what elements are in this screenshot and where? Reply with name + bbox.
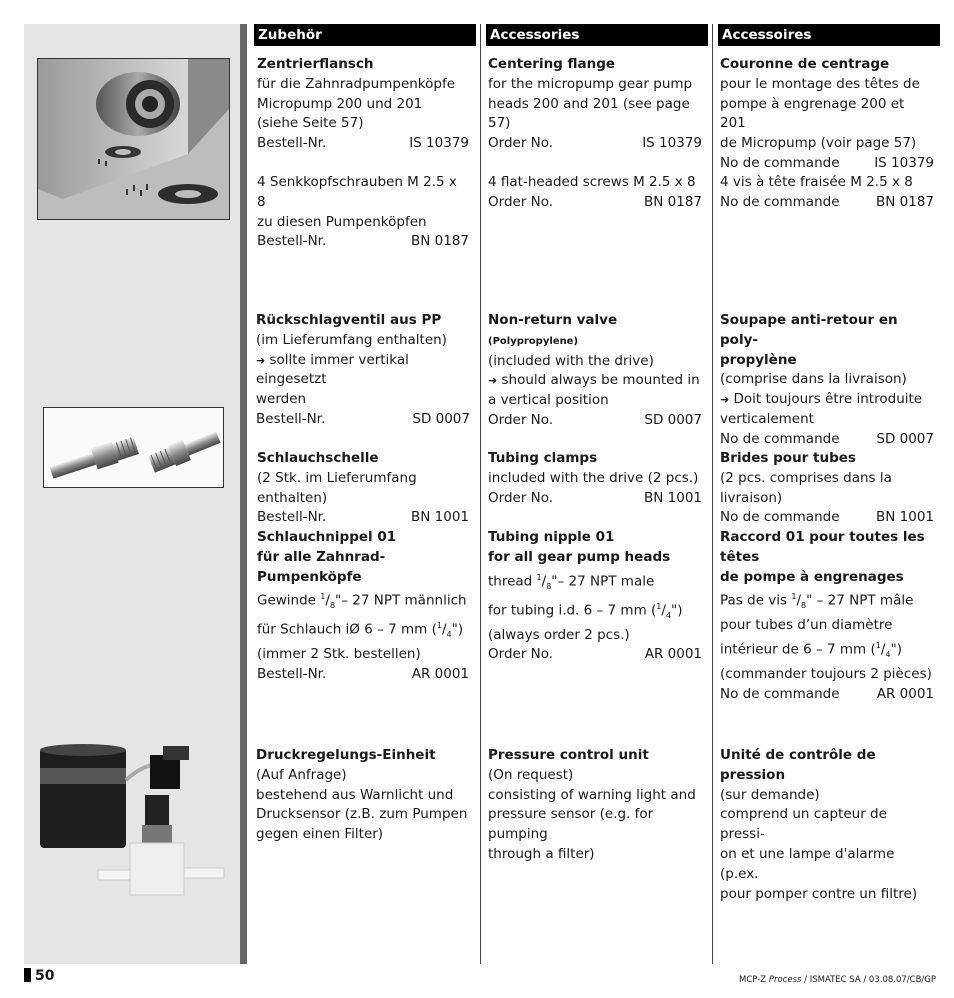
order-number: SD 0007 xyxy=(876,430,934,447)
entry-pressure-control xyxy=(720,746,934,904)
order-label: No de commande xyxy=(720,509,840,526)
entry-line: Drucksensor (z.B. zum Pumpen xyxy=(256,806,468,823)
entry-line: "– 27 NPT männlich xyxy=(335,592,467,609)
entry-tubing-nipple: Schlauchnippel 01 für alle Zahnrad-Pumpenköpfe Gewinde $^1/_8"-$ 27 NPT männlich für Schlauch iØ 6 – 7 mm $(^1/_4")$ (immer 2 Stk. bestellen) Bestell-Nr. AR 0001 xyxy=(257,528,469,685)
entry-title: Non-return valve xyxy=(488,312,618,328)
entry-line: Doit toujours être introduite xyxy=(733,391,923,408)
fraction: 1 xyxy=(791,592,797,602)
entry-tubing-clamps xyxy=(257,449,469,528)
page-number-text: 50 xyxy=(35,968,55,984)
order-number: IS 10379 xyxy=(874,154,934,171)
entry-line: through a filter) xyxy=(488,845,595,862)
entry-title: Schlauchnippel 01 xyxy=(257,529,397,545)
entry-title: Raccord 01 pour toutes les têtes xyxy=(720,529,925,565)
entry-line: (sur demande) xyxy=(720,786,820,803)
right-arrow-icon: ➜ xyxy=(720,393,730,407)
entry-line: pour tubes d’un diamètre xyxy=(720,617,893,634)
entry-line: (Auf Anfrage) xyxy=(256,766,347,783)
fraction: 1 xyxy=(875,641,881,651)
order-number: BN 1001 xyxy=(410,509,469,526)
german-column xyxy=(254,24,476,46)
order-label: Order No. xyxy=(488,411,554,428)
entry-line: Pas de vis xyxy=(720,592,792,609)
pressure-control-photo xyxy=(38,740,238,920)
order-label: Bestell-Nr. xyxy=(257,135,327,152)
entry-line: "– 27 NPT male xyxy=(551,573,655,590)
entry-subtitle: for all gear pump heads xyxy=(488,548,671,565)
entry-line: 4 vis à tête fraisée M 2.5 x 8 xyxy=(720,174,913,190)
entry-line: (always order 2 pcs.) xyxy=(488,626,630,643)
english-column xyxy=(486,24,708,46)
entry-line: gegen einen Filter) xyxy=(256,826,384,843)
footer-text: MCP-Z xyxy=(739,975,769,985)
entry-non-return-valve xyxy=(488,311,702,431)
entry-line: ") xyxy=(671,602,683,619)
column-heading: Accessoires xyxy=(718,24,940,46)
order-number: SD 0007 xyxy=(644,411,702,428)
order-number: BN 0187 xyxy=(875,193,934,210)
entry-line: (2 pcs. comprises dans la livraison) xyxy=(720,469,892,506)
order-number: SD 0007 xyxy=(412,410,470,427)
centering-flange-photo xyxy=(37,58,230,220)
entry-line: a vertical position xyxy=(488,392,609,409)
entry-title: Unité de contrôle de pression xyxy=(720,747,876,783)
entry-line: für Schlauch iØ 6 – 7 mm ( xyxy=(257,621,437,638)
order-label: No de commande xyxy=(720,685,840,702)
entry-line: consisting of warning light and xyxy=(488,786,696,803)
entry-title: Tubing nipple 01 xyxy=(488,529,615,545)
entry-line: for the micropump gear pump xyxy=(488,75,693,92)
entry-tubing-nipple: Tubing nipple 01 for all gear pump heads thread $^1/_8"-$ 27 NPT male for tubing i.d. 6 – 7 mm $(^1/_4")$ (always order 2 pcs.) Order No. AR 0001 xyxy=(488,528,702,665)
entry-subtitle: für alle Zahnrad-Pumpenköpfe xyxy=(257,548,386,585)
entry-tubing-clamps xyxy=(488,449,702,508)
entry-centering-flange xyxy=(257,55,469,154)
order-label: Bestell-Nr. xyxy=(257,666,327,683)
fraction: 1 xyxy=(320,592,326,602)
entry-line: für die Zahnradpumpenköpfe xyxy=(257,75,456,92)
entry-subtitle: propylène xyxy=(720,351,797,368)
order-label: Bestell-Nr. xyxy=(256,410,326,427)
entry-screws xyxy=(720,173,934,213)
order-label: No de commande xyxy=(720,430,840,447)
spine-bar xyxy=(240,24,247,964)
order-number: BN 0187 xyxy=(410,233,469,250)
order-label: Order No. xyxy=(488,193,554,210)
entry-tubing-clamps xyxy=(720,449,934,528)
order-number: AR 0001 xyxy=(876,685,934,702)
footer-text-italic: Process xyxy=(768,975,802,985)
entry-line: Micropump 200 und 201 xyxy=(257,95,423,112)
order-label: Bestell-Nr. xyxy=(257,509,327,526)
footer-text: / ISMATEC SA / 03.08.07/CB/GP xyxy=(801,975,936,985)
entry-line: pour pomper contre un filtre) xyxy=(720,885,918,902)
entry-line: (im Lieferumfang enthalten) xyxy=(256,331,447,348)
entry-title: Brides pour tubes xyxy=(720,450,856,466)
order-label: No de commande xyxy=(720,193,840,210)
fraction: 1 xyxy=(536,572,542,582)
entry-title: Couronne de centrage xyxy=(720,56,890,72)
entry-title: Soupape anti-retour en poly- xyxy=(720,312,898,348)
french-column xyxy=(718,24,940,46)
fraction: 8 xyxy=(329,601,336,611)
entry-title: Zentrierflansch xyxy=(257,56,374,72)
entry-line: included with the drive (2 pcs.) xyxy=(488,469,699,486)
entry-line: (commander toujours 2 pièces) xyxy=(720,666,932,683)
order-number: BN 1001 xyxy=(875,509,934,526)
fraction: 1 xyxy=(436,621,442,631)
entry-line: (comprise dans la livraison) xyxy=(720,371,907,388)
entry-line: sollte immer vertikal eingesetzt xyxy=(256,351,409,388)
entry-line: thread xyxy=(488,573,537,590)
fraction: 8 xyxy=(801,601,807,611)
order-number: AR 0001 xyxy=(644,646,702,663)
entry-line: " – 27 NPT mâle xyxy=(806,592,914,609)
entry-tubing-nipple: Raccord 01 pour toutes les têtes de pompe à engrenages Pas de vis $^1/_8$" – 27 NPT mâle pour tubes d’un diamètre intérieur de 6 – 7 mm $(^1/_4")$ (commander toujours 2 pièces) No de commande AR 0001 xyxy=(720,528,934,705)
entry-non-return-valve xyxy=(256,311,470,430)
order-label: Order No. xyxy=(488,489,554,506)
entry-title: Rückschlagventil aus PP xyxy=(256,312,442,328)
entry-line: on et une lampe d'alarme (p.ex. xyxy=(720,845,895,882)
fraction: 8 xyxy=(546,581,552,591)
entry-line: werden xyxy=(256,391,307,408)
fraction: 4 xyxy=(446,630,452,640)
footer-credit xyxy=(739,975,936,985)
entry-pressure-control xyxy=(488,746,702,865)
right-arrow-icon: ➜ xyxy=(256,353,266,367)
column-divider xyxy=(480,24,481,964)
entry-title-note: (Polypropylene) xyxy=(488,335,579,347)
entry-title: Centering flange xyxy=(488,56,616,72)
entry-line: ") xyxy=(890,641,902,658)
entry-line: (included with the drive) xyxy=(488,352,654,369)
order-label: Bestell-Nr. xyxy=(257,233,327,250)
column-heading: Zubehör xyxy=(254,24,476,46)
page-number xyxy=(24,968,54,984)
fraction: 4 xyxy=(885,650,891,660)
entry-line: 4 Senkkopfschrauben M 2.5 x 8 xyxy=(257,174,457,210)
order-number: IS 10379 xyxy=(409,135,469,152)
order-number: BN 0187 xyxy=(643,193,702,210)
entry-title: Druckregelungs-Einheit xyxy=(256,747,436,763)
entry-line: (siehe Seite 57) xyxy=(257,115,364,132)
entry-line: Gewinde xyxy=(257,592,321,609)
entry-line: (On request) xyxy=(488,766,574,783)
entry-line: pompe à engrenage 200 et 201 xyxy=(720,95,905,132)
order-label: Order No. xyxy=(488,646,554,663)
entry-line: (2 Stk. im Lieferumfang enthalten) xyxy=(257,469,417,506)
column-divider xyxy=(712,24,713,964)
entry-centering-flange xyxy=(488,55,702,154)
entry-line: heads 200 and 201 (see page 57) xyxy=(488,95,690,132)
entry-line: (immer 2 Stk. bestellen) xyxy=(257,646,421,663)
order-number: AR 0001 xyxy=(411,666,469,683)
entry-title: Tubing clamps xyxy=(488,450,598,466)
entry-line: bestehend aus Warnlicht und xyxy=(256,786,454,803)
entry-title: Schlauchschelle xyxy=(257,450,379,466)
order-label: Order No. xyxy=(488,135,554,152)
entry-line: for tubing i.d. 6 – 7 mm ( xyxy=(488,602,657,619)
entry-screws xyxy=(257,173,469,252)
tubing-nipple-photo xyxy=(43,407,224,488)
entry-line: intérieur de 6 – 7 mm ( xyxy=(720,641,876,658)
entry-pressure-control xyxy=(256,746,470,845)
entry-line: verticalement xyxy=(720,410,814,427)
entry-line: ") xyxy=(451,621,464,638)
entry-screws xyxy=(488,173,702,213)
page-marker xyxy=(24,968,31,982)
entry-line: pour le montage des têtes de xyxy=(720,75,920,92)
entry-subtitle: de pompe à engrenages xyxy=(720,568,904,585)
entry-line: 4 flat-headed screws M 2.5 x 8 xyxy=(488,174,696,190)
entry-centering-flange xyxy=(720,55,934,174)
entry-title: Pressure control unit xyxy=(488,747,649,763)
column-heading: Accessories xyxy=(486,24,708,46)
fraction: 4 xyxy=(665,610,672,620)
entry-line: comprend un capteur de pressi- xyxy=(720,806,887,843)
order-number: IS 10379 xyxy=(642,135,702,152)
entry-line: de Micropump (voir page 57) xyxy=(720,135,917,152)
entry-line: zu diesen Pumpenköpfen xyxy=(257,213,427,230)
order-number: BN 1001 xyxy=(643,489,702,506)
order-label: No de commande xyxy=(720,154,840,171)
entry-line: pressure sensor (e.g. for pumping xyxy=(488,806,654,843)
right-arrow-icon: ➜ xyxy=(488,374,498,388)
fraction: 1 xyxy=(656,601,662,611)
entry-non-return-valve xyxy=(720,311,934,450)
entry-line: should always be mounted in xyxy=(501,372,700,389)
